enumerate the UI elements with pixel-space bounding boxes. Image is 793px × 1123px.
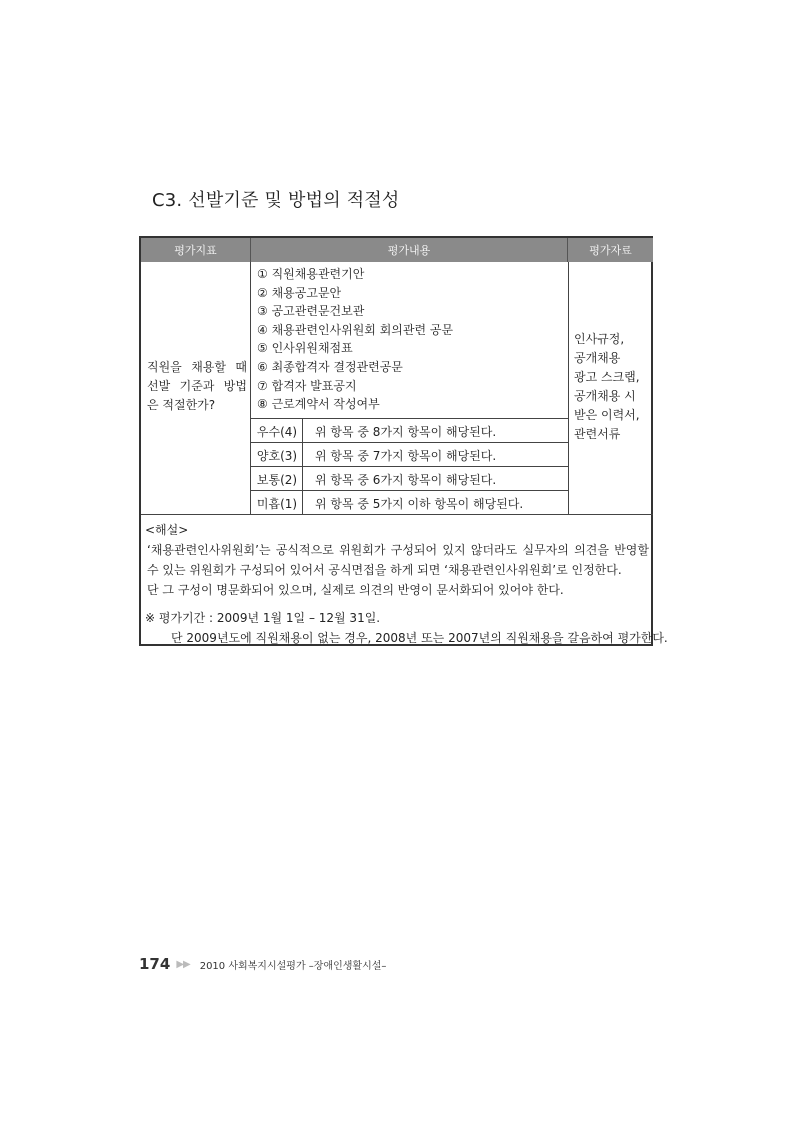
material-line: 공개채용 (574, 351, 621, 365)
section-title: C3. 선발기준 및 방법의 적절성 (152, 190, 400, 211)
grade-label: 미흡(1) (256, 496, 298, 511)
evaluation-period-note: 단 2009년도에 직원채용이 없는 경우, 2008년 또는 2007년의 직원채용을 갈음하여 평가한다. (171, 631, 668, 645)
content-item: ⑧ 근로계약서 작성여부 (257, 397, 380, 412)
page-footer (139, 955, 386, 973)
content-item: ① 직원채용관련기안 (257, 267, 365, 281)
grade-label: 보통(2) (256, 472, 298, 487)
material-line: 인사규정, (574, 332, 625, 346)
material-line: 공개채용 시 (574, 389, 636, 403)
grade-description: 위 항목 중 5가지 이하 항목이 해당된다. (315, 496, 524, 511)
col-divider (568, 262, 569, 514)
material-line: 관련서류 (574, 427, 621, 441)
material-line: 광고 스크랩, (574, 370, 640, 384)
indicator-text: 직원을 채용할 때 선발 기준과 방법은 적절한가? (147, 360, 247, 412)
evaluation-materials (574, 330, 650, 444)
content-item: ④ 채용관련인사위원회 회의관련 공문 (257, 322, 454, 337)
arrow-icon: ▶▶ (176, 958, 190, 970)
header-indicator: 평가지표 (141, 238, 251, 262)
evaluation-table (139, 236, 668, 646)
grade-description: 위 항목 중 8가지 항목이 해당된다. (315, 424, 497, 439)
header-content: 평가내용 (251, 238, 568, 262)
grade-description: 위 항목 중 7가지 항목이 해당된다. (315, 448, 497, 463)
grade-description: 위 항목 중 6가지 항목이 해당된다. (315, 472, 497, 487)
header-data: 평가자료 (568, 238, 653, 262)
evaluation-period: ※ 평가기간 : 2009년 1월 1일 – 12월 31일. (145, 611, 381, 625)
commentary (145, 520, 668, 648)
content-items (257, 265, 453, 414)
page-number: 174 (139, 955, 171, 973)
grade-label: 양호(3) (256, 448, 298, 463)
grade-label: 우수(4) (256, 424, 298, 439)
content-item: ⑥ 최종합격자 결정관련공문 (257, 359, 403, 374)
content-item: ② 채용공고문안 (257, 285, 342, 300)
content-item: ③ 공고관련문건보관 (257, 304, 365, 319)
material-line: 받은 이력서, (574, 408, 640, 422)
commentary-heading: <해설> (145, 523, 189, 537)
commentary-paragraph: 단 그 구성이 명문화되어 있으며, 실제로 의견의 반영이 문서화되어 있어야 한다. (147, 583, 564, 597)
commentary-paragraph: ‘채용관련인사위원회’는 공식적으로 위원회가 구성되어 있지 않더라도 실무자의 의견을 반영할 수 있는 위원회가 구성되어 있어서 공식면접을 하게 되면 ‘채용관련인사위원회’로 인정한다. (147, 543, 649, 577)
content-item: ⑤ 인사위원채점표 (257, 341, 353, 356)
content-item: ⑦ 합격자 발표공지 (257, 378, 357, 393)
footer-text: 2010 사회복지시설평가 –장애인생활시설– (199, 960, 387, 972)
